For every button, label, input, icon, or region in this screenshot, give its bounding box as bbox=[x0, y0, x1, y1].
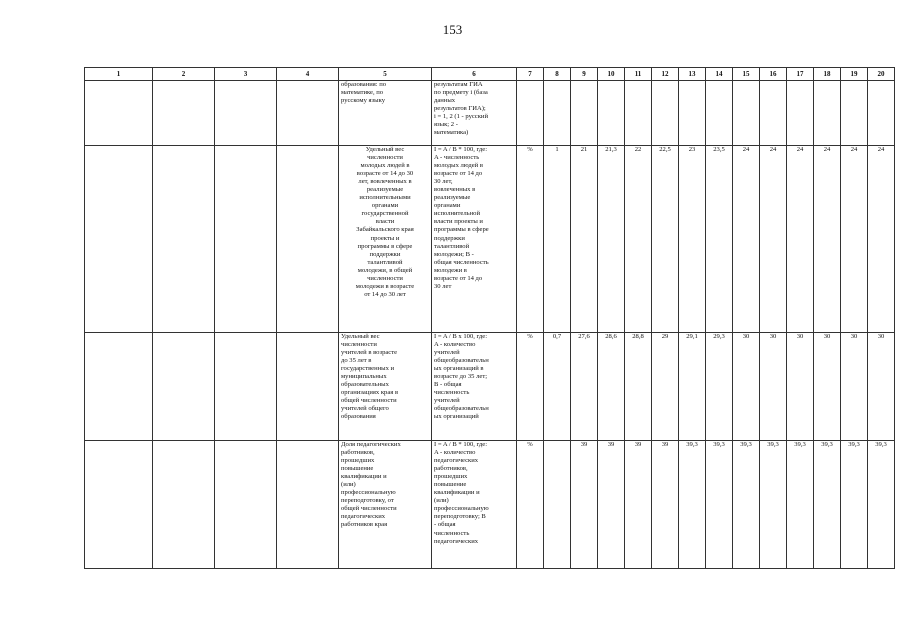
indicator-cell: Доля педагогических работников, прошедших повышение квалификации и (или) профессиональную переподготовку, от общей численности педагогических работников края bbox=[339, 441, 432, 569]
value-cell bbox=[841, 81, 868, 146]
value-cell: 21 bbox=[571, 146, 598, 333]
column-header: 3 bbox=[215, 68, 277, 81]
value-cell: 39 bbox=[625, 441, 652, 569]
indicator-cell: образования: по математике, по русскому языку bbox=[339, 81, 432, 146]
indicator-table bbox=[84, 67, 895, 569]
value-cell: 29 bbox=[652, 333, 679, 441]
indicator-cell: Удельный вес численности молодых людей в возрасте от 14 до 30 лет, вовлеченных в реализуемые исполнительными органами государственной власти Забайкальского края проекты и программы в сфере поддержки талантливой молодежи, в общей численности молодежи в возрасте от 14 до 30 лет bbox=[339, 146, 432, 333]
value-cell: 39,3 bbox=[679, 441, 706, 569]
unit-cell: % bbox=[517, 333, 544, 441]
value-cell: 27,6 bbox=[571, 333, 598, 441]
value-cell bbox=[706, 81, 733, 146]
column-header: 11 bbox=[625, 68, 652, 81]
unit-cell: % bbox=[517, 441, 544, 569]
value-cell: 30 bbox=[733, 333, 760, 441]
indicator-cell: Удельный вес численности учителей в возрасте до 35 лет в государственных и муниципальных образовательных организациях края в общей численности учителей общего образования bbox=[339, 333, 432, 441]
value-cell bbox=[679, 81, 706, 146]
page-number: 153 bbox=[442, 22, 463, 37]
value-cell: 39,3 bbox=[868, 441, 895, 569]
column-header: 7 bbox=[517, 68, 544, 81]
value-cell bbox=[571, 81, 598, 146]
value-cell: 39,3 bbox=[706, 441, 733, 569]
value-cell: 0,7 bbox=[544, 333, 571, 441]
value-cell: 30 bbox=[868, 333, 895, 441]
column-header: 14 bbox=[706, 68, 733, 81]
value-cell: 24 bbox=[760, 146, 787, 333]
column-header: 20 bbox=[868, 68, 895, 81]
value-cell bbox=[544, 81, 571, 146]
value-cell: 30 bbox=[760, 333, 787, 441]
value-cell bbox=[652, 81, 679, 146]
column-header: 9 bbox=[571, 68, 598, 81]
value-cell: 39,3 bbox=[760, 441, 787, 569]
value-cell bbox=[733, 81, 760, 146]
formula-cell: I = A / B * 100, где: A - количество педагогических работников, прошедших повышение квалификации и (или) профессиональную переподготовку; B - общая численность педагогических bbox=[432, 441, 517, 569]
value-cell bbox=[544, 441, 571, 569]
value-cell: 30 bbox=[814, 333, 841, 441]
value-cell: 24 bbox=[868, 146, 895, 333]
column-header: 4 bbox=[277, 68, 339, 81]
column-header: 18 bbox=[814, 68, 841, 81]
value-cell: 24 bbox=[733, 146, 760, 333]
formula-cell: результатам ГИА по предмету i (база данных результатов ГИА); i = 1, 2 (1 - русский язык; 2 - математика) bbox=[432, 81, 517, 146]
value-cell bbox=[598, 81, 625, 146]
value-cell: 39,3 bbox=[733, 441, 760, 569]
value-cell: 39 bbox=[571, 441, 598, 569]
value-cell: 22 bbox=[625, 146, 652, 333]
value-cell bbox=[760, 81, 787, 146]
column-header: 10 bbox=[598, 68, 625, 81]
value-cell: 24 bbox=[787, 146, 814, 333]
column-header: 13 bbox=[679, 68, 706, 81]
column-header: 15 bbox=[733, 68, 760, 81]
unit-cell bbox=[517, 81, 544, 146]
value-cell: 24 bbox=[841, 146, 868, 333]
value-cell: 30 bbox=[841, 333, 868, 441]
value-cell: 21,3 bbox=[598, 146, 625, 333]
value-cell bbox=[787, 81, 814, 146]
value-cell: 29,3 bbox=[706, 333, 733, 441]
value-cell: 39 bbox=[598, 441, 625, 569]
value-cell: 29,1 bbox=[679, 333, 706, 441]
value-cell: 39 bbox=[652, 441, 679, 569]
table-row bbox=[85, 333, 895, 441]
column-header: 2 bbox=[153, 68, 215, 81]
value-cell: 39,3 bbox=[841, 441, 868, 569]
value-cell: 39,3 bbox=[814, 441, 841, 569]
column-header: 5 bbox=[339, 68, 432, 81]
unit-cell: % bbox=[517, 146, 544, 333]
value-cell: 23 bbox=[679, 146, 706, 333]
value-cell bbox=[814, 81, 841, 146]
column-header: 6 bbox=[432, 68, 517, 81]
formula-cell: I = A / B x 100, где: A - количество учителей общеобразовательн ых организаций в возрасте до 35 лет; B - общая численность учителей общеобразовательн ых организаций bbox=[432, 333, 517, 441]
column-header: 8 bbox=[544, 68, 571, 81]
value-cell: 1 bbox=[544, 146, 571, 333]
column-header: 1 bbox=[85, 68, 153, 81]
table-row bbox=[85, 441, 895, 569]
value-cell: 28,6 bbox=[598, 333, 625, 441]
value-cell bbox=[625, 81, 652, 146]
value-cell: 39,3 bbox=[787, 441, 814, 569]
header-row bbox=[85, 68, 895, 81]
value-cell: 28,8 bbox=[625, 333, 652, 441]
column-header: 16 bbox=[760, 68, 787, 81]
table-row bbox=[85, 146, 895, 333]
column-header: 19 bbox=[841, 68, 868, 81]
value-cell: 24 bbox=[814, 146, 841, 333]
value-cell: 30 bbox=[787, 333, 814, 441]
column-header: 17 bbox=[787, 68, 814, 81]
value-cell bbox=[868, 81, 895, 146]
value-cell: 23,5 bbox=[706, 146, 733, 333]
value-cell: 22,5 bbox=[652, 146, 679, 333]
table-row bbox=[85, 81, 895, 146]
formula-cell: I = A / B * 100, где: A - численность молодых людей в возрасте от 14 до 30 лет, вовлеченных в реализуемые органами исполнительной власти проекты и программы в сфере поддержки талантливой молодежи; B - общая численность молодежи в возрасте от 14 до 30 лет bbox=[432, 146, 517, 333]
column-header: 12 bbox=[652, 68, 679, 81]
